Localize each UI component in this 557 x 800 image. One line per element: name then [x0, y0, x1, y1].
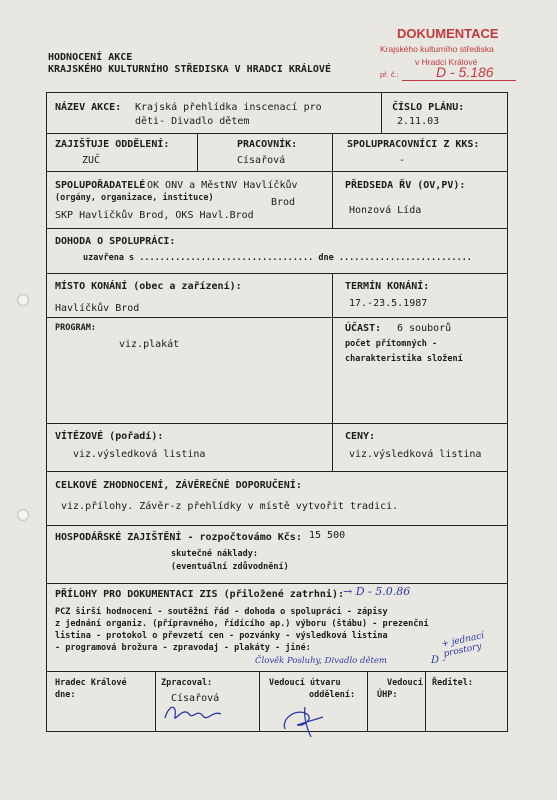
skutecne-label: skutečné náklady: — [171, 549, 258, 559]
vedouci-utvaru-label-1: Vedoucí útvaru — [269, 678, 341, 688]
spolupor-label: SPOLUPOŘADATELÉ — [55, 180, 146, 191]
cislo-label: ČÍSLO PLÁNU: — [392, 102, 465, 113]
prilohy-label: PŘÍLOHY PRO DOKUMENTACI ZIS (přiložené zatrhni): — [55, 589, 344, 600]
program-label: PROGRAM: — [55, 323, 96, 333]
handwritten-note-2: Člověk Posluhy, Divadlo dětem — [255, 656, 387, 666]
stamp-number: D - 5.186 — [436, 64, 494, 80]
ucast-value: 6 souborů — [397, 323, 452, 334]
signature-vedouci — [275, 699, 335, 739]
nazev-value-1: Krajská přehlídka inscenací pro — [135, 102, 322, 113]
dohoda-label: DOHODA O SPOLUPRÁCI: — [55, 236, 176, 247]
program-value: viz.plakát — [119, 339, 180, 350]
footer-place-label: Hradec Králové — [55, 678, 127, 688]
nazev-value-2: děti- Divadlo dětem — [135, 116, 250, 127]
ucast-line2: počet přítomných - — [345, 339, 438, 349]
evaluation-form — [46, 92, 508, 732]
org-title-line1: HODNOCENÍ AKCE — [48, 52, 133, 63]
stamp-line1: Krajského kulturního střediska — [380, 44, 494, 54]
eventualni-label: (eventuální zdůvodnění) — [171, 562, 289, 572]
ucast-line3: charakteristika složení — [345, 354, 463, 364]
spolupor-sub: (orgány, organizace, instituce) — [55, 193, 214, 203]
predseda-value: Honzová Lída — [349, 205, 422, 216]
zajistuje-value: ZUČ — [82, 155, 101, 166]
spolupracovnici-label: SPOLUPRACOVNÍCI Z KKS: — [347, 139, 480, 150]
zpracoval-label: Zpracoval: — [161, 678, 213, 688]
nazev-label: NÁZEV AKCE: — [55, 102, 122, 113]
cislo-value: 2.11.03 — [397, 116, 440, 127]
footer-date-label: dne: — [55, 690, 76, 700]
spolupor-value-2: Brod — [271, 197, 296, 208]
prilohy-note: → D - 5.0.86 — [343, 585, 411, 598]
vedouci-uhp-label-1: Vedoucí — [387, 678, 423, 688]
misto-label: MÍSTO KONÁNÍ (obec a zařízení): — [55, 281, 242, 292]
celkove-label: CELKOVÉ ZHODNOCENÍ, ZÁVĚREČNÉ DOPORUČENÍ: — [55, 480, 302, 491]
prilohy-line2: z jednání organiz. (přípravného, řídícího ap.) výboru (štábu) - prezenční — [55, 619, 429, 629]
termin-label: TERMÍN KONÁNÍ: — [345, 281, 430, 292]
predseda-label: PŘEDSEDA ŘV (OV,PV): — [345, 180, 466, 191]
hospodarske-value: 15 500 — [309, 530, 346, 541]
ucast-label: ÚČAST: — [345, 323, 382, 334]
punch-hole-top — [17, 294, 29, 306]
ceny-value: viz.výsledková listina — [349, 449, 482, 460]
stamp-line2: v Hradci Králové — [415, 57, 478, 67]
signature-zpracoval — [159, 698, 229, 728]
vedouci-uhp-label-2: ÚHP: — [377, 690, 398, 700]
prilohy-line4: - programová brožura - zpravodaj - plakáty - jiné: — [55, 643, 311, 653]
pracovnik-value: Císařová — [237, 155, 286, 166]
handwritten-note-1: + jednací prostory — [440, 630, 486, 660]
uzavrena-line: uzavřena s .................................. dne .......................... — [83, 253, 472, 263]
org-title-line2: KRAJSKÉHO KULTURNÍHO STŘEDISKA V HRADCI KRÁLOVÉ — [48, 64, 331, 75]
stamp-underline — [402, 80, 516, 81]
prilohy-line3: listina - protokol o převzetí cen - pozvánky - výsledková listina — [55, 631, 388, 641]
spolupor-value-1: OK ONV a MěstNV Havlíčkův — [147, 180, 298, 191]
zajistuje-label: ZAJIŠŤUJE ODDĚLENÍ: — [55, 139, 170, 150]
ceny-label: CENY: — [345, 431, 376, 442]
spolupracovnici-value: - — [399, 155, 406, 166]
prilohy-line1: PCZ širší hodnocení - soutěžní řád - dohoda o spolupráci - zápisy — [55, 607, 388, 617]
zpracoval-value: Císařová — [171, 693, 220, 704]
vitezove-value: viz.výsledková listina — [73, 449, 206, 460]
vedouci-utvaru-label-2: oddělení: — [309, 690, 356, 700]
termin-value: 17.-23.5.1987 — [349, 298, 428, 309]
misto-value: Havlíčkův Brod — [55, 303, 140, 314]
punch-hole-bottom — [17, 509, 29, 521]
reditel-label: Ředitel: — [432, 678, 473, 688]
stamp-prefix: př. č.: — [380, 70, 399, 79]
pracovnik-label: PRACOVNÍK: — [237, 139, 298, 150]
spolupor-value-3: SKP Havlíčkův Brod, OKS Havl.Brod — [55, 210, 254, 221]
stamp-title: DOKUMENTACE — [397, 26, 499, 41]
hospodarske-label: HOSPODÁŘSKÉ ZAJIŠTĚNÍ - rozpočtovámo Kčs: — [55, 532, 302, 543]
celkove-value: viz.přílohy. Závěr-z přehlídky v místě vytvořit tradici. — [61, 501, 399, 512]
handwritten-note-3: D - — [431, 655, 446, 666]
vitezove-label: VÍTĚZOVÉ (pořadí): — [55, 431, 164, 442]
